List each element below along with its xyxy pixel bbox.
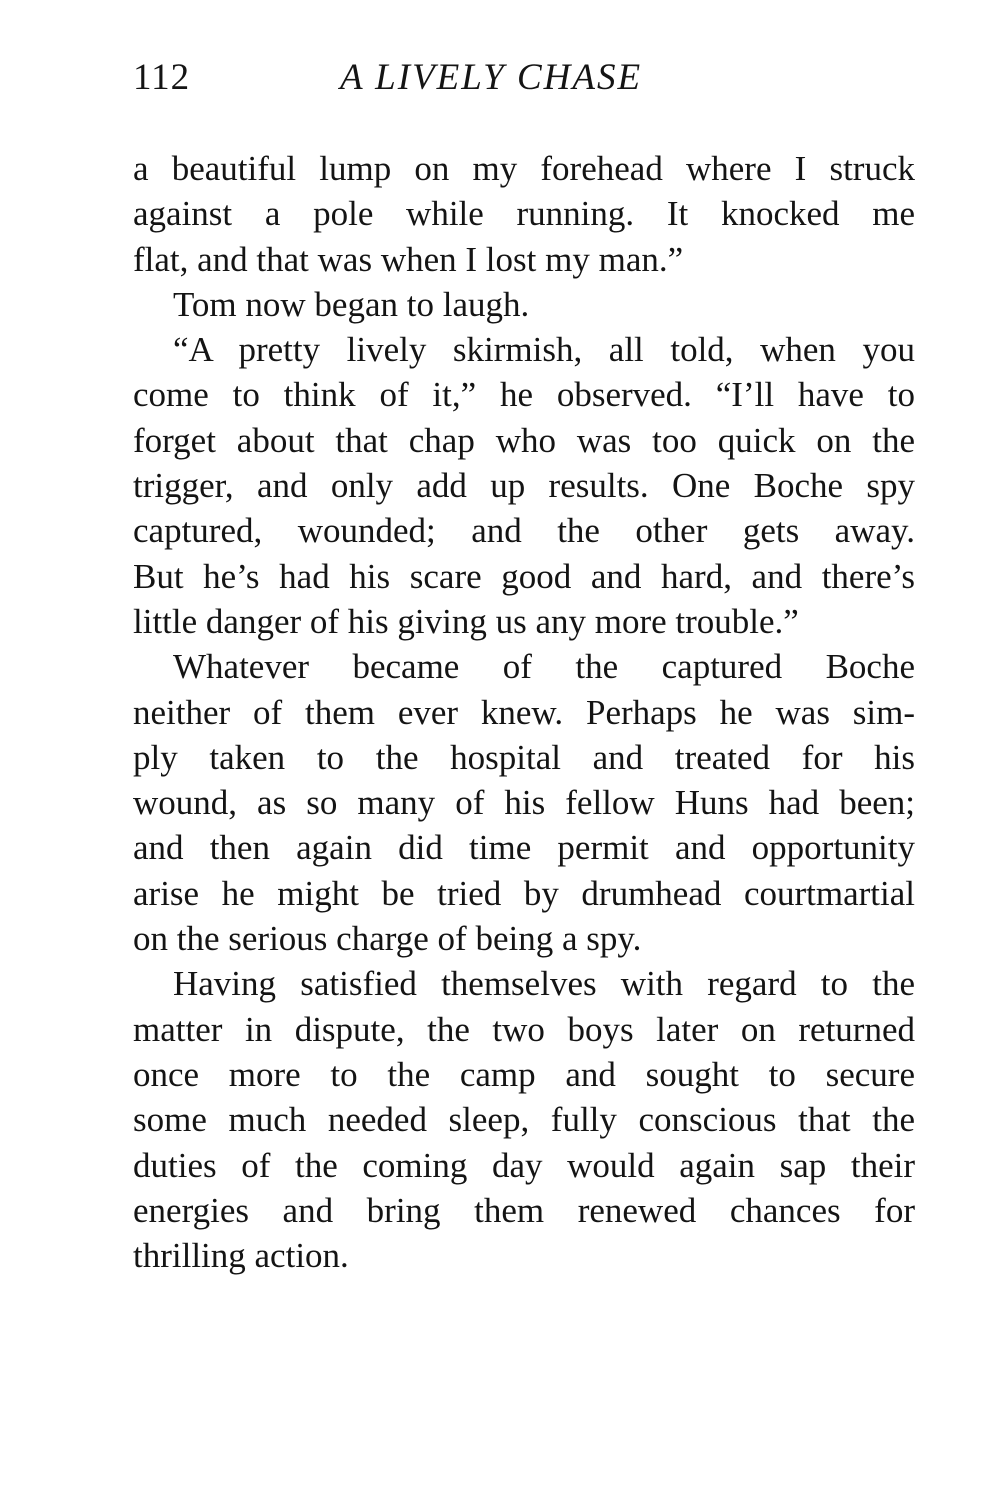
running-title: A LIVELY CHASE <box>340 57 643 98</box>
page-number: 112 <box>133 57 191 98</box>
text-line: and then again did time permit and opportunity <box>133 828 915 868</box>
text-line: come to think of it,” he observed. “I’ll have to <box>133 375 915 415</box>
text-line: a beautiful lump on my forehead where I struck <box>133 149 915 188</box>
text-line: duties of the coming day would again sap their <box>133 1145 915 1185</box>
text-line: some much needed sleep, fully conscious that the <box>133 1100 915 1140</box>
text-line: flat, and that was when I lost my man.” <box>133 239 684 279</box>
text-line: little danger of his giving us any more trouble.” <box>133 601 799 641</box>
body-text <box>133 146 915 1278</box>
text-line: Whatever became of the captured Boche <box>173 647 915 687</box>
text-line: Tom now began to laugh. <box>173 284 530 324</box>
text-line: wound, as so many of his fellow Huns had been; <box>133 783 915 823</box>
text-line: But he’s had his scare good and hard, and there’s <box>133 556 915 596</box>
text-line: energies and bring them renewed chances for <box>133 1190 915 1230</box>
text-line: captured, wounded; and the other gets away. <box>133 511 915 551</box>
text-line: once more to the camp and sought to secure <box>133 1054 915 1094</box>
text-line: neither of them ever knew. Perhaps he was sim- <box>133 692 915 732</box>
running-head <box>133 48 915 108</box>
text-line: ply taken to the hospital and treated for his <box>133 737 915 777</box>
text-line: matter in dispute, the two boys later on returned <box>133 1009 915 1049</box>
text-line: on the serious charge of being a spy. <box>133 919 642 959</box>
text-line: Having satisfied themselves with regard to the <box>173 964 915 1004</box>
text-line: “A pretty lively skirmish, all told, when you <box>173 330 915 370</box>
text-line: arise he might be tried by drumhead courtmartial <box>133 873 915 913</box>
text-line: trigger, and only add up results. One Boche spy <box>133 466 915 506</box>
text-line: against a pole while running. It knocked me <box>133 194 915 234</box>
text-line: forget about that chap who was too quick on the <box>133 420 915 460</box>
text-line: thrilling action. <box>133 1236 349 1276</box>
